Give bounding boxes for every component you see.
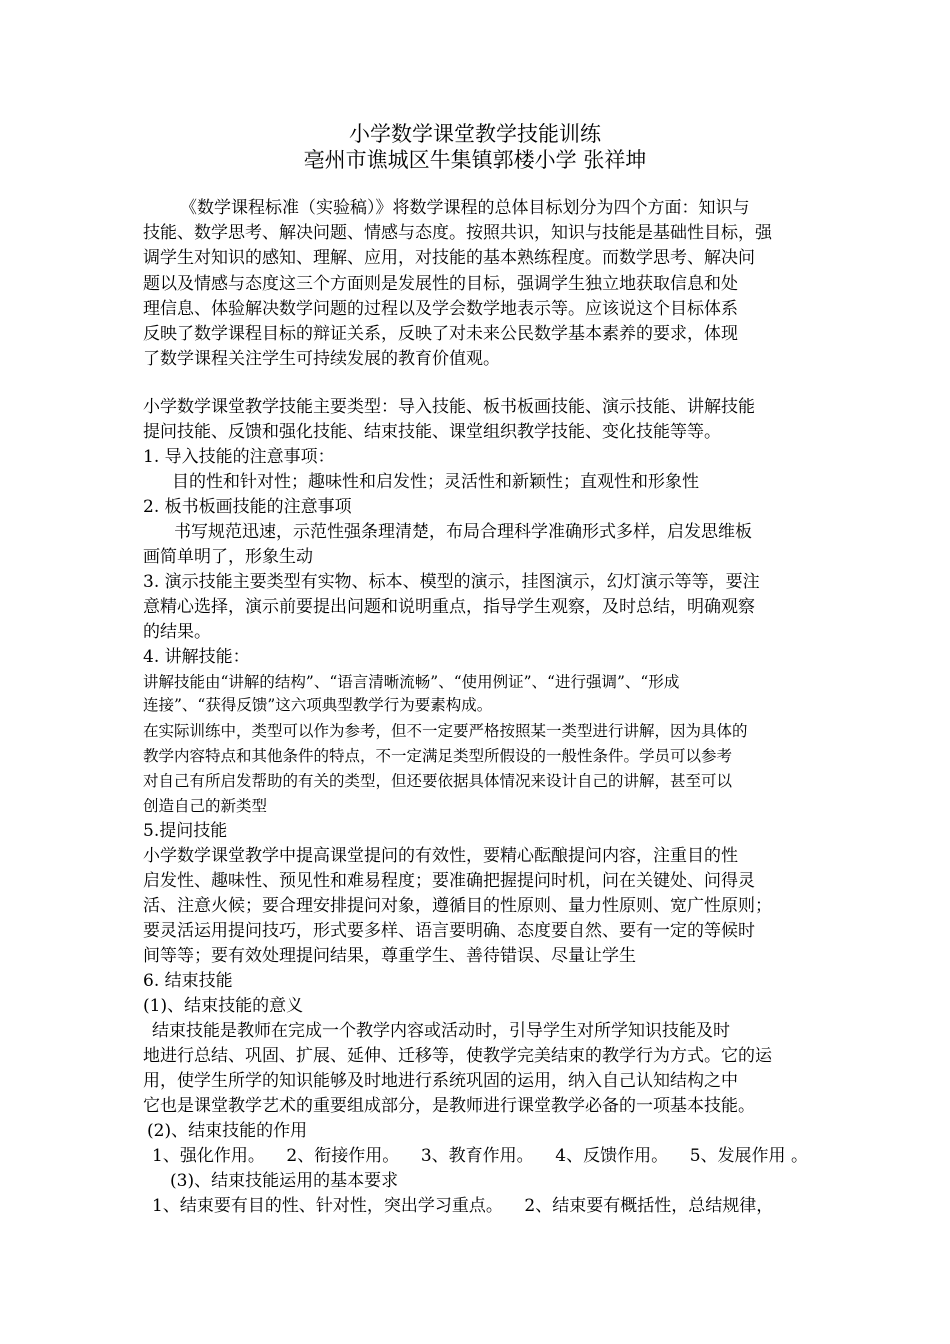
paragraph-line: 了数学课程关注学生可持续发展的教育价值观。 <box>143 349 500 369</box>
subsection-heading: (3)、结束技能运用的基本要求 <box>170 1171 399 1191</box>
paragraph-line: 意精心选择，演示前要提出问题和说明重点，指导学生观察，及时总结，明确观察 <box>143 597 755 617</box>
section-heading: 4. 讲解技能： <box>143 647 250 667</box>
paragraph-line: 1、结束要有目的性、针对性，突出学习重点。 2、结束要有概括性，总结规律， <box>152 1196 774 1216</box>
paragraph-line: 在实际训练中，类型可以作为参考，但不一定要严格按照某一类型进行讲解，因为具体的 <box>143 722 748 740</box>
section-heading: 6. 结束技能 <box>143 971 233 991</box>
section-heading: 1. 导入技能的注意事项： <box>143 447 335 467</box>
paragraph-line: 地进行总结、巩固、扩展、延伸、迁移等，使教学完美结束的教学行为方式。它的运 <box>143 1046 772 1066</box>
paragraph-line: 的结果。 <box>143 622 211 642</box>
paragraph-line: 画简单明了，形象生动 <box>143 547 313 567</box>
paragraph-line: 间等等；要有效处理提问结果，尊重学生、善待错误、尽量让学生 <box>143 946 636 966</box>
paragraph-line: 讲解技能由“讲解的结构”、“语言清晰流畅”、“使用例证”、“进行强调”、“形成 <box>143 673 680 691</box>
paragraph-line: 小学数学课堂教学中提高课堂提问的有效性，要精心酝酿提问内容，注重目的性 <box>143 846 738 866</box>
section-heading: 5.提问技能 <box>143 821 228 841</box>
paragraph-line: 活、注意火候；要合理安排提问对象，遵循目的性原则、量力性原则、宽广性原则； <box>143 896 772 916</box>
paragraph-line: 反映了数学课程目标的辩证关系，反映了对未来公民数学基本素养的要求，体现 <box>143 324 738 344</box>
paragraph-line: 技能、数学思考、解决问题、情感与态度。按照共识，知识与技能是基础性目标，强 <box>143 223 772 243</box>
paragraph-line: 教学内容特点和其他条件的特点，不一定满足类型所假设的一般性条件。学员可以参考 <box>143 747 733 765</box>
paragraph-line: 用，使学生所学的知识能够及时地进行系统巩固的运用，纳入自己认知结构之中 <box>143 1071 738 1091</box>
paragraph-line: 提问技能、反馈和强化技能、结束技能、课堂组织教学技能、变化技能等等。 <box>143 422 721 442</box>
paragraph-line: 3. 演示技能主要类型有实物、标本、模型的演示，挂图演示，幻灯演示等等，要注 <box>143 572 760 592</box>
paragraph-line: 连接”、“获得反馈”这六项典型教学行为要素构成。 <box>143 696 493 714</box>
paragraph-line: 调学生对知识的感知、理解、应用，对技能的基本熟练程度。而数学思考、解决问 <box>143 248 755 268</box>
paragraph-line: 小学数学课堂教学技能主要类型：导入技能、板书板画技能、演示技能、讲解技能 <box>143 397 755 417</box>
paragraph-line: 启发性、趣味性、预见性和难易程度；要准确把握提问时机，问在关键处、问得灵 <box>143 871 755 891</box>
paragraph-line: 《数学课程标准（实验稿）》将数学课程的总体目标划分为四个方面：知识与 <box>180 198 750 218</box>
paragraph-line: 书写规范迅速，示范性强条理清楚，布局合理科学准确形式多样，启发思维板 <box>174 522 752 542</box>
paragraph-line: 创造自己的新类型 <box>143 797 268 815</box>
paragraph-line: 目的性和针对性；趣味性和启发性；灵活性和新颖性；直观性和形象性 <box>172 472 699 492</box>
paragraph-line: 理信息、体验解决数学问题的过程以及学会数学地表示等。应该说这个目标体系 <box>143 299 738 319</box>
document-author: 亳州市谯城区牛集镇郭楼小学 张祥坤 <box>303 148 647 172</box>
paragraph-line: 它也是课堂教学艺术的重要组成部分，是教师进行课堂教学必备的一项基本技能。 <box>143 1096 755 1116</box>
document-title: 小学数学课堂教学技能训练 <box>349 122 601 146</box>
paragraph-line: 要灵活运用提问技巧，形式要多样、语言要明确、态度要自然、要有一定的等候时 <box>143 921 755 941</box>
paragraph-line: 对自己有所启发帮助的有关的类型，但还要依据具体情况来设计自己的讲解，甚至可以 <box>143 772 733 790</box>
subsection-heading: (2)、结束技能的作用 <box>147 1121 308 1141</box>
paragraph-line: 1、强化作用。 2、衔接作用。 3、教育作用。 4、反馈作用。 5、发展作用 。 <box>152 1146 808 1166</box>
section-heading: 2. 板书板画技能的注意事项 <box>143 497 352 517</box>
paragraph-line: 结束技能是教师在完成一个教学内容或活动时，引导学生对所学知识技能及时 <box>152 1021 730 1041</box>
paragraph-line: 题以及情感与态度这三个方面则是发展性的目标，强调学生独立地获取信息和处 <box>143 274 738 294</box>
subsection-heading: (1)、结束技能的意义 <box>143 996 304 1016</box>
